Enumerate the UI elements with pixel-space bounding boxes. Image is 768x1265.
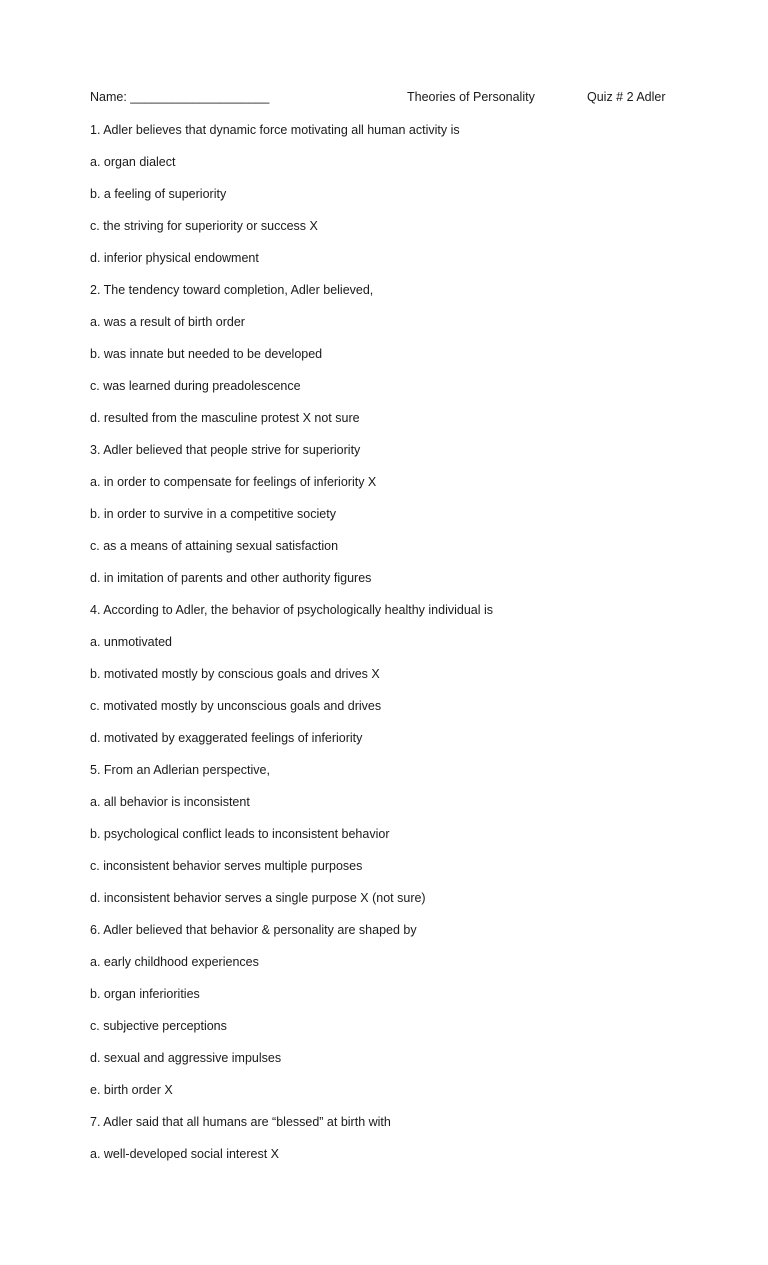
question-text: 1. Adler believes that dynamic force motivating all human activity is [90, 123, 460, 137]
answer-option: e. birth order X [90, 1083, 173, 1097]
answer-option: c. subjective perceptions [90, 1019, 227, 1033]
answer-option: d. inconsistent behavior serves a single purpose X (not sure) [90, 891, 426, 905]
quiz-body [90, 121, 730, 1177]
answer-option: c. was learned during preadolescence [90, 379, 301, 393]
question-text: 4. According to Adler, the behavior of psychologically healthy individual is [90, 603, 494, 617]
answer-option: b. psychological conflict leads to inconsistent behavior [90, 827, 390, 841]
quiz-title: Quiz # 2 Adler [587, 90, 666, 104]
answer-option: a. unmotivated [90, 635, 172, 649]
quiz-header [90, 90, 690, 108]
answer-option: d. sexual and aggressive impulses [90, 1051, 282, 1065]
question-text: 7. Adler said that all humans are “blessed” at birth with [90, 1115, 391, 1129]
answer-option: b. motivated mostly by conscious goals and drives X [90, 667, 380, 681]
answer-option: a. well-developed social interest X [90, 1147, 279, 1161]
answer-option: a. early childhood experiences [90, 955, 259, 969]
answer-option: a. organ dialect [90, 155, 176, 169]
answer-option: a. all behavior is inconsistent [90, 795, 250, 809]
answer-option: b. a feeling of superiority [90, 187, 227, 201]
answer-option: a. in order to compensate for feelings of inferiority X [90, 475, 377, 489]
question-text: 2. The tendency toward completion, Adler believed, [90, 283, 374, 297]
question-text: 5. From an Adlerian perspective, [90, 763, 270, 777]
answer-option: d. in imitation of parents and other authority figures [90, 571, 372, 585]
answer-option: d. motivated by exaggerated feelings of inferiority [90, 731, 363, 745]
answer-option: d. inferior physical endowment [90, 251, 259, 265]
course-title: Theories of Personality [407, 90, 535, 104]
question-text: 3. Adler believed that people strive for superiority [90, 443, 361, 457]
answer-option: c. as a means of attaining sexual satisfaction [90, 539, 339, 553]
name-field-label: Name: ____________________ [90, 90, 270, 104]
question-text: 6. Adler believed that behavior & personality are shaped by [90, 923, 417, 937]
answer-option: d. resulted from the masculine protest X not sure [90, 411, 360, 425]
answer-option: b. was innate but needed to be developed [90, 347, 323, 361]
answer-option: c. inconsistent behavior serves multiple purposes [90, 859, 363, 873]
answer-option: b. organ inferiorities [90, 987, 200, 1001]
answer-option: c. the striving for superiority or success X [90, 219, 318, 233]
answer-option: a. was a result of birth order [90, 315, 245, 329]
answer-option: c. motivated mostly by unconscious goals and drives [90, 699, 382, 713]
answer-option: b. in order to survive in a competitive society [90, 507, 336, 521]
